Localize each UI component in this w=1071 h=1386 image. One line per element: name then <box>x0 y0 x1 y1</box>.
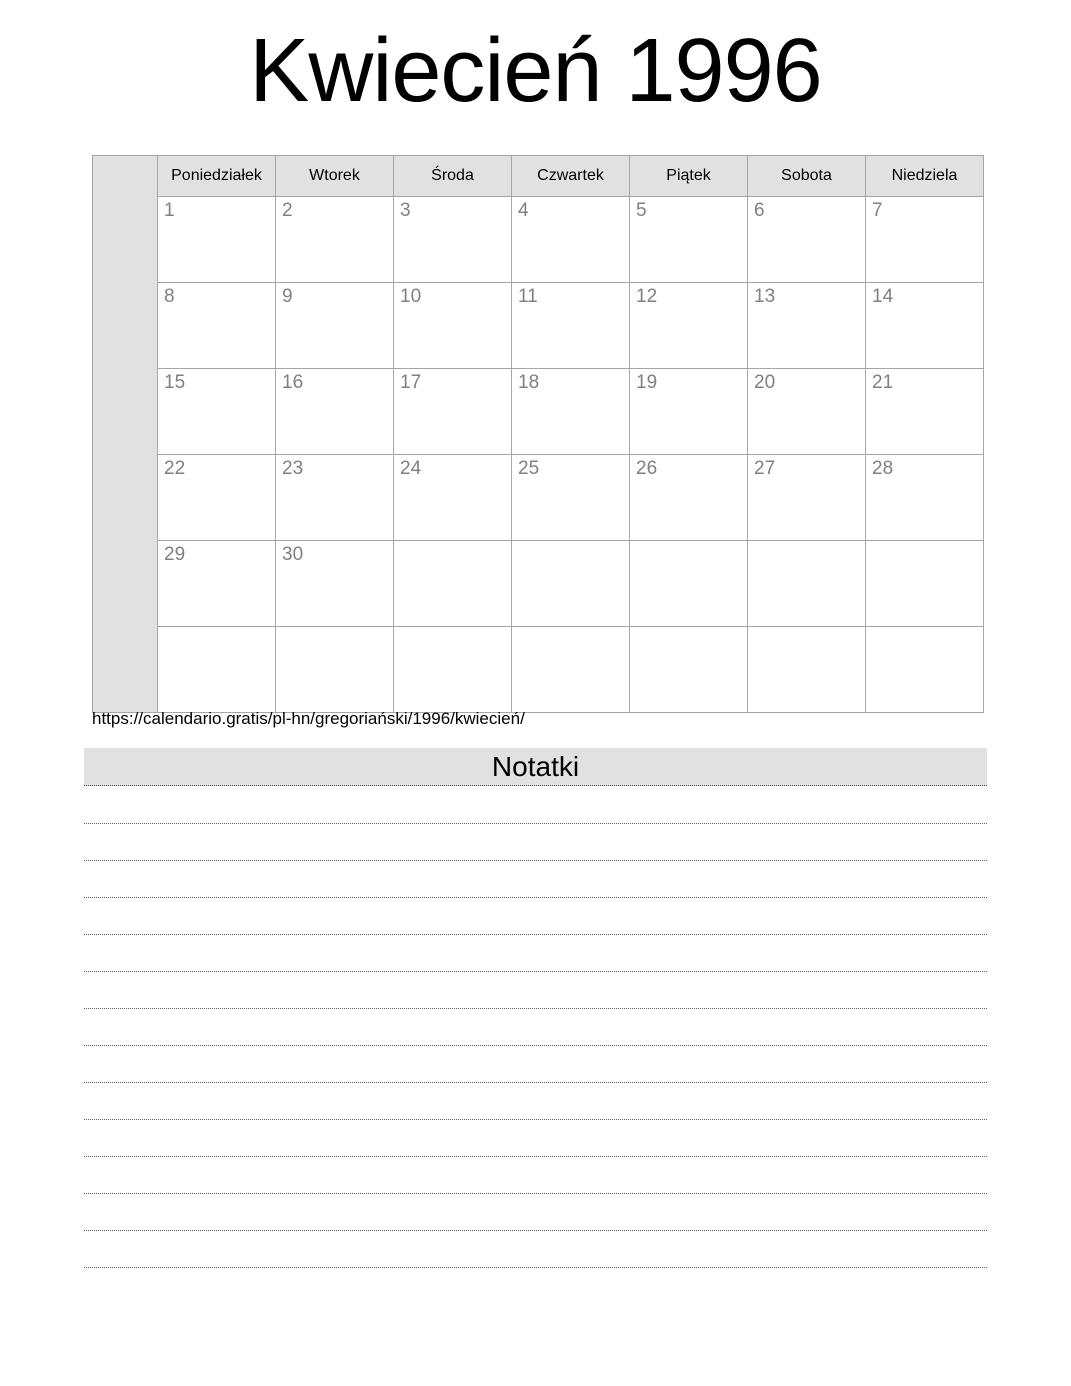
day-cell <box>866 369 984 455</box>
note-line <box>84 1083 987 1120</box>
day-number: 15 <box>164 372 186 393</box>
day-number: 4 <box>518 200 529 221</box>
weekday-header-friday: Piątek <box>630 156 748 197</box>
weekday-header-sunday: Niedziela <box>866 156 984 197</box>
day-number: 7 <box>872 200 883 221</box>
weekday-header-thursday: Czwartek <box>512 156 630 197</box>
calendar-week-row <box>93 455 984 541</box>
day-number: 13 <box>754 286 776 307</box>
day-cell <box>276 369 394 455</box>
day-number <box>866 637 872 640</box>
note-line <box>84 1046 987 1083</box>
day-number <box>394 551 400 554</box>
day-cell <box>512 627 630 713</box>
day-number: 6 <box>754 200 765 221</box>
day-number: 8 <box>164 286 175 307</box>
day-cell <box>630 541 748 627</box>
notes-area <box>84 787 987 1268</box>
day-number: 23 <box>282 458 304 479</box>
day-number: 3 <box>400 200 411 221</box>
day-number <box>158 637 164 640</box>
calendar-week-row <box>93 197 984 283</box>
day-cell <box>748 369 866 455</box>
calendar-side-gutter <box>93 156 158 713</box>
notes-header-bar <box>84 748 987 786</box>
day-number: 1 <box>164 200 175 221</box>
note-line <box>84 935 987 972</box>
day-cell <box>276 197 394 283</box>
day-cell <box>748 197 866 283</box>
weekday-header-monday: Poniedziałek <box>158 156 276 197</box>
day-cell <box>276 455 394 541</box>
day-cell <box>394 283 512 369</box>
notes-title: Notatki <box>491 751 580 782</box>
day-number: 26 <box>636 458 658 479</box>
note-line <box>84 1157 987 1194</box>
day-number <box>630 551 636 554</box>
day-number: 9 <box>282 286 293 307</box>
weekday-header-tuesday: Wtorek <box>276 156 394 197</box>
day-number: 2 <box>282 200 293 221</box>
day-number <box>866 551 872 554</box>
day-cell <box>276 283 394 369</box>
day-number <box>276 637 282 640</box>
day-number: 14 <box>872 286 894 307</box>
day-number <box>748 637 754 640</box>
note-line <box>84 1009 987 1046</box>
day-cell <box>866 627 984 713</box>
day-number <box>630 637 636 640</box>
note-line <box>84 861 987 898</box>
day-cell <box>630 197 748 283</box>
day-cell <box>512 455 630 541</box>
day-cell <box>158 627 276 713</box>
day-number: 20 <box>754 372 776 393</box>
weekday-header-wednesday: Środa <box>394 156 512 197</box>
day-cell <box>158 541 276 627</box>
calendar-week-row <box>93 369 984 455</box>
day-cell <box>630 455 748 541</box>
day-number: 10 <box>400 286 422 307</box>
weekday-header-row <box>93 156 984 197</box>
day-cell <box>276 627 394 713</box>
day-cell <box>158 455 276 541</box>
note-line <box>84 972 987 1009</box>
day-cell <box>748 455 866 541</box>
weekday-header-saturday: Sobota <box>748 156 866 197</box>
source-url: https://calendario.gratis/pl-hn/gregoriański/1996/kwiecień/ <box>92 709 525 728</box>
day-cell <box>630 283 748 369</box>
day-number: 21 <box>872 372 894 393</box>
day-number <box>512 637 518 640</box>
day-number: 12 <box>636 286 658 307</box>
note-line <box>84 1194 987 1231</box>
day-cell <box>866 283 984 369</box>
day-number: 28 <box>872 458 894 479</box>
calendar-table <box>92 155 984 713</box>
day-number <box>512 551 518 554</box>
day-number: 25 <box>518 458 540 479</box>
day-number <box>748 551 754 554</box>
calendar-week-row <box>93 627 984 713</box>
day-number: 19 <box>636 372 658 393</box>
day-number: 27 <box>754 458 776 479</box>
day-cell <box>158 197 276 283</box>
day-number: 11 <box>518 286 538 307</box>
note-line <box>84 787 987 824</box>
note-line <box>84 1120 987 1157</box>
day-cell <box>866 541 984 627</box>
day-cell <box>276 541 394 627</box>
calendar-week-row <box>93 541 984 627</box>
page-title: Kwiecień 1996 <box>249 21 822 121</box>
day-cell <box>394 369 512 455</box>
calendar-week-row <box>93 283 984 369</box>
day-number: 18 <box>518 372 540 393</box>
day-cell <box>512 369 630 455</box>
day-cell <box>158 283 276 369</box>
day-cell <box>866 455 984 541</box>
day-cell <box>630 369 748 455</box>
day-cell <box>748 541 866 627</box>
day-cell <box>158 369 276 455</box>
day-cell <box>748 627 866 713</box>
note-line <box>84 898 987 935</box>
day-number: 30 <box>282 544 304 565</box>
note-line <box>84 824 987 861</box>
day-cell <box>394 627 512 713</box>
day-cell <box>394 197 512 283</box>
day-cell <box>512 197 630 283</box>
day-number <box>394 637 400 640</box>
day-cell <box>394 541 512 627</box>
day-number: 29 <box>164 544 186 565</box>
day-cell <box>512 283 630 369</box>
day-number: 24 <box>400 458 422 479</box>
day-number: 5 <box>636 200 647 221</box>
day-number: 17 <box>400 372 422 393</box>
day-number: 22 <box>164 458 186 479</box>
day-cell <box>394 455 512 541</box>
day-cell <box>512 541 630 627</box>
note-line <box>84 1231 987 1268</box>
day-cell <box>630 627 748 713</box>
day-cell <box>748 283 866 369</box>
day-cell <box>866 197 984 283</box>
day-number: 16 <box>282 372 304 393</box>
